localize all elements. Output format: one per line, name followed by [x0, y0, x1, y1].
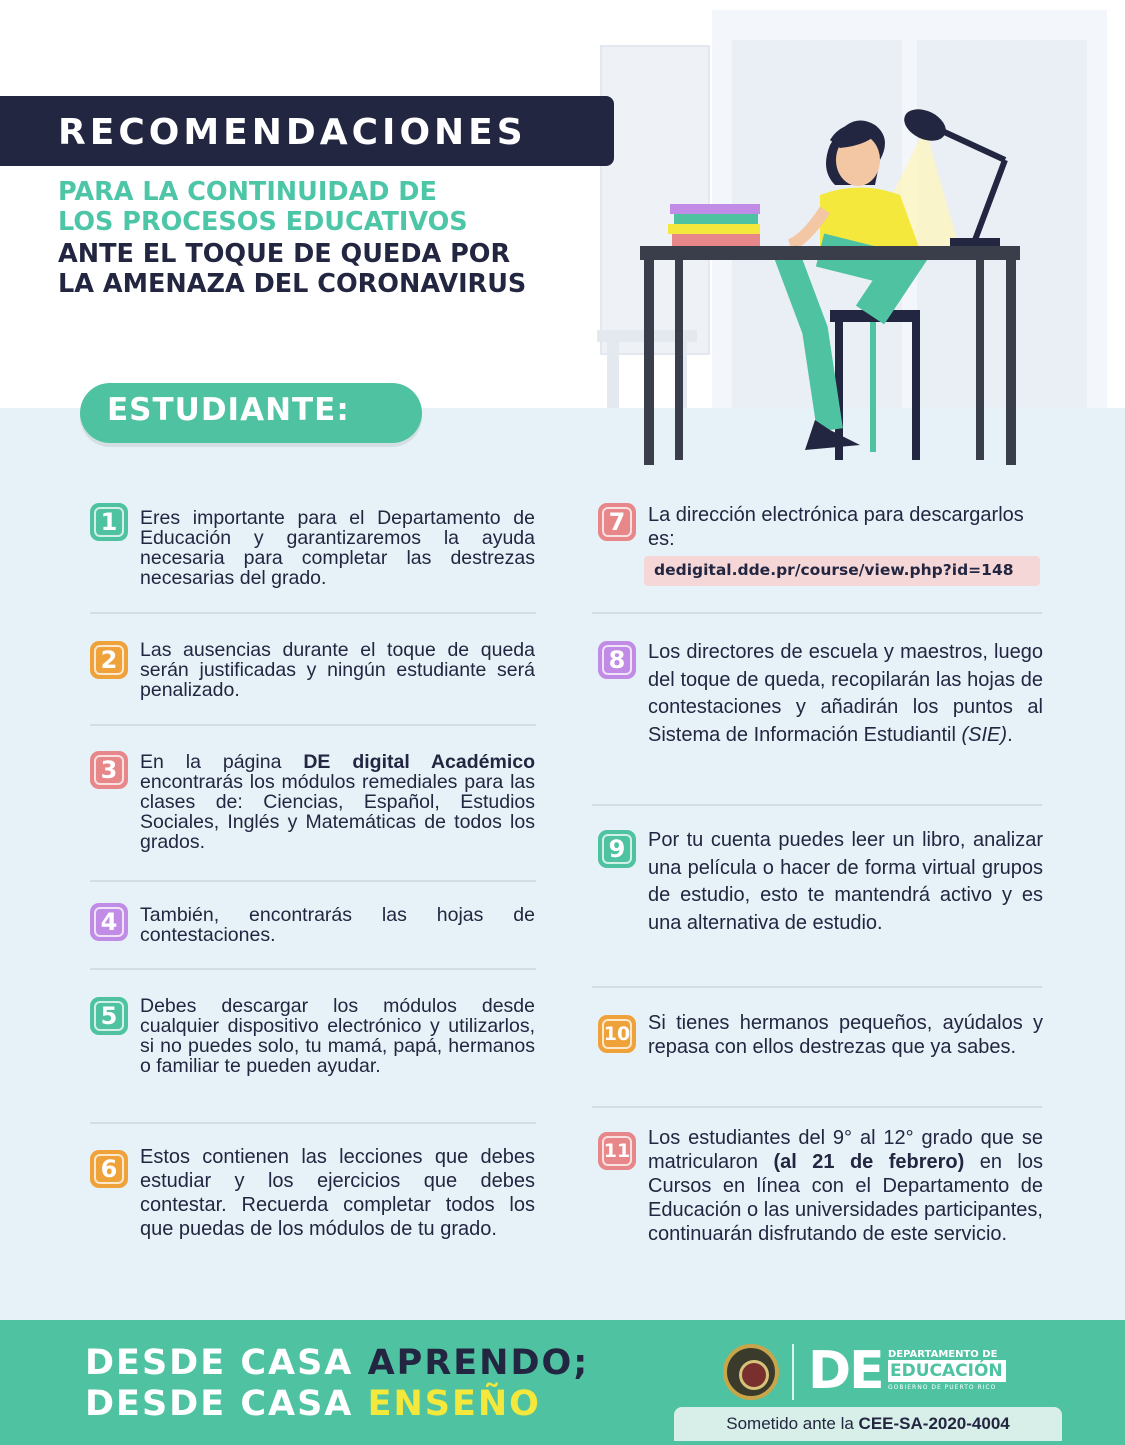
item-4-text: También, encontrarás las hojas de contestaciones.	[140, 904, 535, 946]
subtitle-green-line2: LOS PROCESOS EDUCATIVOS	[58, 207, 468, 237]
item-3-text-start: En la página	[140, 751, 304, 773]
item-number-badge: 2	[90, 641, 128, 679]
item-3-text-end: encontrarás los módulos remediales para las clases de: Ciencias, Español, Estudios Sociales, Inglés y Matemáticas de todos los grados.	[140, 771, 535, 853]
divider	[90, 612, 536, 614]
section-label: ESTUDIANTE:	[107, 392, 350, 428]
divider	[592, 1106, 1042, 1108]
item-number-badge: 3	[90, 751, 128, 789]
divider	[90, 880, 536, 882]
item-10-text: Si tienes hermanos pequeños, ayúdalos y repasa con ellos destrezas que ya sabes.	[648, 1012, 1043, 1058]
subtitle-dark-line1: ANTE EL TOQUE DE QUEDA POR	[58, 239, 511, 269]
subtitle-green-line1: PARA LA CONTINUIDAD DE	[58, 177, 437, 207]
divider	[90, 1122, 536, 1124]
item-8-text	[648, 639, 1043, 749]
divider	[592, 804, 1042, 806]
de-digital-academico-label: DE digital Académico	[303, 751, 535, 773]
slogan-line2	[85, 1384, 541, 1424]
submission-tag	[674, 1407, 1062, 1441]
submission-code: CEE-SA-2020-4004	[858, 1414, 1010, 1433]
student-figure	[785, 121, 920, 451]
item-number-badge: 5	[90, 997, 128, 1035]
item-number-badge: 4	[90, 903, 128, 941]
logo-government-label: GOBIERNO DE PUERTO RICO	[888, 1384, 997, 1391]
item-1-text: Eres importante para el Departamento de Educación y garantizaremos la ayuda necesaria para completar las destrezas necesarias del grado.	[140, 507, 535, 589]
logo-department-label: DEPARTAMENTO DE	[888, 1349, 998, 1360]
logo-education-label: EDUCACIÓN	[890, 1361, 1003, 1381]
de-logo: DE	[808, 1341, 883, 1401]
item-number-badge: 1	[90, 503, 128, 541]
item-number-badge: 8	[598, 641, 636, 679]
slogan-enseno: ENSEÑO	[367, 1384, 541, 1424]
puerto-rico-seal-icon	[723, 1344, 779, 1400]
logo-education-box	[888, 1360, 1006, 1382]
subtitle-dark	[58, 239, 526, 299]
submission-prefix: Sometido ante la	[726, 1414, 859, 1433]
item-5-text: Debes descargar los módulos desde cualquier dispositivo electrónico y utilizarlos, si no puedes solo, tu mamá, papá, hermanos o familiar te pueden ayudar.	[140, 995, 535, 1077]
page-title: RECOMENDACIONES	[58, 112, 527, 153]
item-11-text	[648, 1126, 1043, 1246]
subtitle-dark-line2: LA AMENAZA DEL CORONAVIRUS	[58, 269, 527, 299]
slogan-desde-casa: DESDE CASA	[85, 1384, 368, 1424]
sie-abbrev: (SIE)	[961, 723, 1008, 746]
student-at-desk-illustration	[630, 100, 1050, 470]
item-number-badge: 9	[598, 830, 636, 868]
download-url-link[interactable]: dedigital.dde.pr/course/view.php?id=148	[654, 561, 1014, 579]
item-number-badge: 10	[598, 1015, 636, 1053]
item-number-badge: 6	[90, 1150, 128, 1188]
item-3-text	[140, 752, 535, 852]
item-11-text-start: Los estudiantes del 9° al 12° grado que se matricularon	[648, 1127, 1043, 1173]
enrollment-date: (al 21 de febrero)	[773, 1151, 965, 1173]
slogan-aprendo: APRENDO;	[367, 1343, 590, 1383]
item-9-text: Por tu cuenta puedes leer un libro, analizar una película o hacer de forma virtual grupos de estudio, esto te mantendrá activo y es una alternativa de estudio.	[648, 829, 1043, 934]
item-6-text: Estos contienen las lecciones que debes estudiar y los ejercicios que debes contestar. Recuerda completar todos los que puedas de los módulos de tu grado.	[140, 1146, 535, 1240]
item-7-text: La dirección electrónica para descargarlos es:	[648, 504, 1024, 550]
subtitle-green	[58, 177, 468, 237]
divider	[592, 612, 1042, 614]
books-stack-icon	[668, 204, 760, 246]
slogan-line1	[85, 1343, 589, 1383]
item-2-text: Las ausencias durante el toque de queda serán justificadas y ningún estudiante será penalizado.	[140, 639, 535, 701]
item-number-badge: 7	[598, 503, 636, 541]
item-8-text-start: Los directores de escuela y maestros, luego del toque de queda, recopilarán las hojas de contestaciones y añadirán los puntos al Sistema de Información Estudiantil	[648, 641, 1043, 746]
item-8-text-end: .	[1007, 723, 1013, 746]
divider	[90, 724, 536, 726]
slogan-desde-casa: DESDE CASA	[85, 1343, 368, 1383]
logo-separator	[792, 1344, 794, 1400]
divider	[90, 968, 536, 970]
divider	[592, 986, 1042, 988]
item-number-badge: 11	[598, 1132, 636, 1170]
item-11-text-end: en los Cursos en línea con el Departamento de Educación o las universidades participantes, continuarán disfrutando de este servicio.	[648, 1151, 1043, 1245]
